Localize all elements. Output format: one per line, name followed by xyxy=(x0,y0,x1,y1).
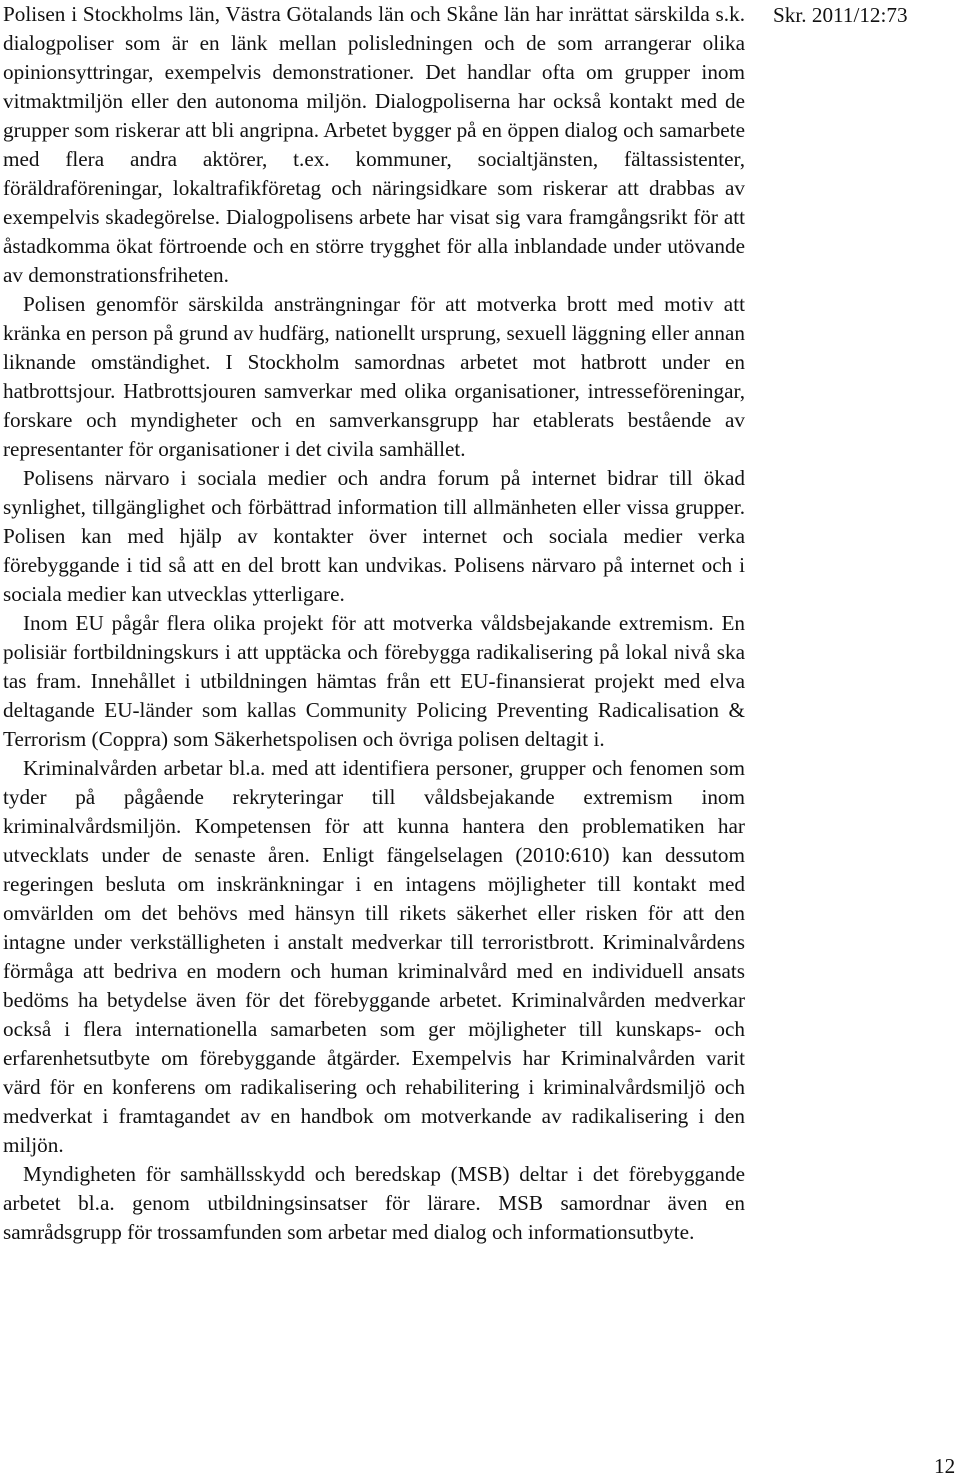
body-text xyxy=(3,0,745,1247)
paragraph-kriminalvarden: Kriminalvården arbetar bl.a. med att identifiera personer, grupper och fenomen som tyder på pågående rekryteringar till våldsbejakande extremism inom kriminalvårdsmiljön. Kompetensen för att kunna hantera den problematiken har utvecklats under de senaste åren. Enligt fängelselagen (2010:610) kan dessutom regeringen besluta om inskränkningar i en intagens möjligheter till kontakt med omvärlden om det behövs med hänsyn till rikets säkerhet eller risken för att den intagne under verkställigheten i anstalt medverkar till terroristbrott. Kriminalvårdens förmåga att bedriva en modern och human kriminalvård med en individuell ansats bedöms ha betydelse även för det förebyggande arbetet. Kriminalvården medverkar också i flera internationella samarbeten som ger möjligheter till kunskaps- och erfarenhetsutbyte om förebyggande åtgärder. Exempelvis har Kriminalvården varit värd för en konferens om radikalisering och rehabilitering i kriminalvårdsmiljö och medverkat i framtagandet av en handbok om motverkande av radikalisering i den miljön. xyxy=(3,756,745,1157)
page-number: 12 xyxy=(934,1454,956,1478)
paragraph-hatbrott: Polisen genomför särskilda ansträngningar för att motverka brott med motiv att kränka en person på grund av hudfärg, nationellt ursprung, sexuell läggning eller annan liknande omständighet. I Stockholm samordnas arbetet mot hatbrott under en hatbrottsjour. Hatbrottsjouren samverkar med olika organisationer, intresseföreningar, forskare och myndigheter och en samverkansgrupp har etablerats bestående av representanter för organisationer i det civila samhället. xyxy=(3,292,745,461)
paragraph-msb: Myndigheten för samhällsskydd och beredskap (MSB) deltar i det förebyggande arbetet bl.a. genom utbildningsinsatser för lärare. MSB samordnar även en samrådsgrupp för trossamfunden som arbetar med dialog och informationsutbyte. xyxy=(3,1162,745,1244)
paragraph-dialogpoliser: Polisen i Stockholms län, Västra Götalands län och Skåne län har inrättat särskilda s.k. dialogpoliser som är en länk mellan polisledningen och de som arrangerar olika opinionsyttringar, exempelvis demonstrationer. Det handlar ofta om grupper inom vitmaktmiljön eller den autonoma miljön. Dialogpoliserna har också kontakt med de grupper som riskerar att bli angripna. Arbetet bygger på en öppen dialog och samarbete med flera andra aktörer, t.ex. kommuner, socialtjänsten, fältassistenter, föräldraföreningar, lokaltrafikföretag och näringsidkare som riskerar att drabbas av exempelvis skadegörelse. Dialogpolisens arbete har visat sig vara framgångsrikt för att åstadkomma ökat förtroende och en större trygghet för alla inblandade under utövande av demonstrationsfriheten. xyxy=(3,2,745,287)
paragraph-sociala-medier: Polisens närvaro i sociala medier och andra forum på internet bidrar till ökad synlighet, tillgänglighet och förbättrad information till allmänheten eller vissa grupper. Polisen kan med hjälp av kontakter över internet och sociala medier verka förebyggande i tid så att en del brott kan undvikas. Polisens närvaro på internet och i sociala medier kan utvecklas ytterligare. xyxy=(3,466,745,606)
paragraph-eu-projekt: Inom EU pågår flera olika projekt för att motverka våldsbejakande extremism. En polisiär fortbildningskurs i att upptäcka och förebygga radikalisering på lokal nivå ska tas fram. Innehållet i utbildningen hämtas från ett EU-finansierat projekt med elva deltagande EU-länder som kallas Community Policing Preventing Radicalisation & Terrorism (Coppra) som Säkerhetspolisen och övriga polisen deltagit i. xyxy=(3,611,745,751)
margin-reference: Skr. 2011/12:73 xyxy=(773,3,908,27)
